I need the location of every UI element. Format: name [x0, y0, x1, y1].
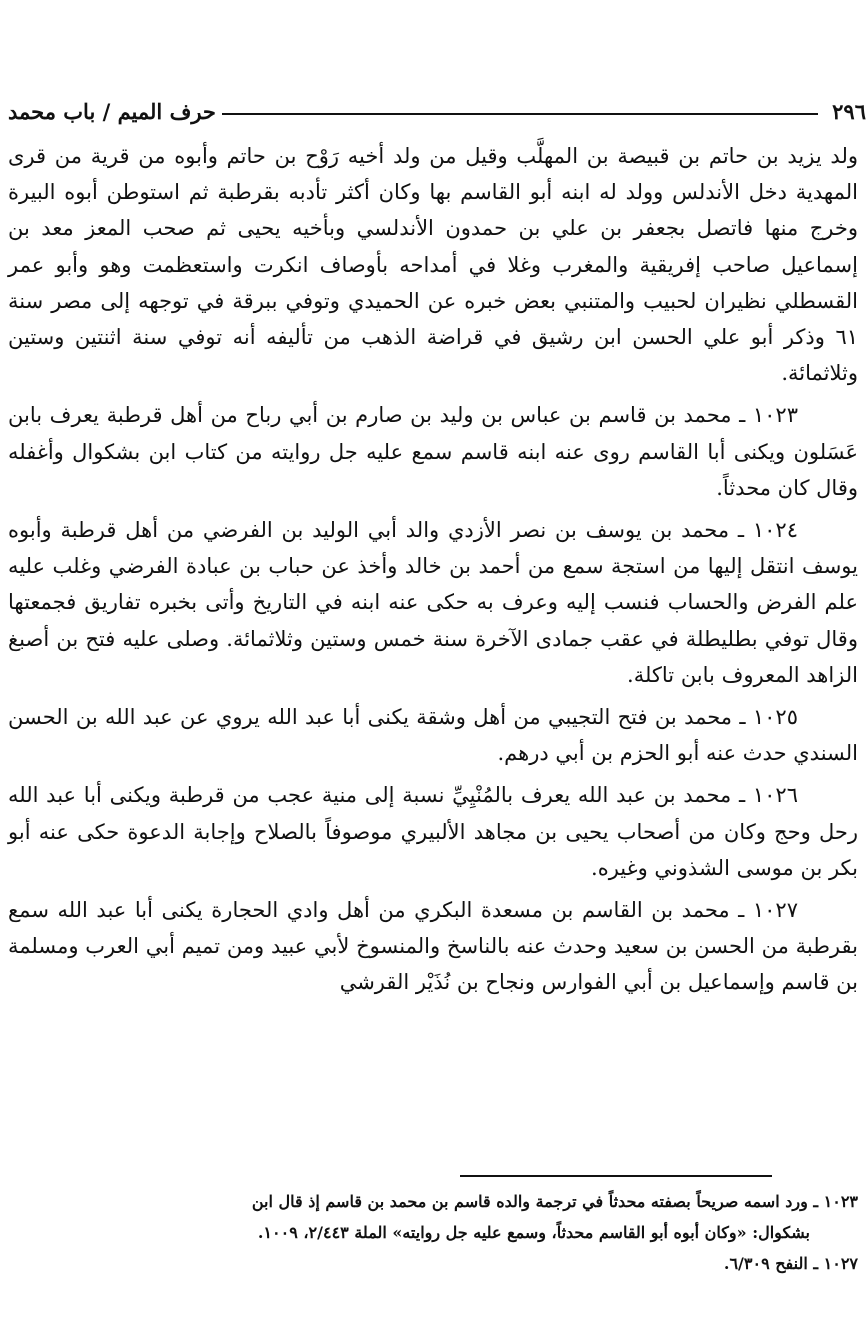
footnote-1023-line2: بشكوال: «وكان أبوه أبو القاسم محدثاً، وسمع عليه جل روايته» الملة ٢/٤٤٣، ١٠٠٩. [257, 1223, 810, 1242]
entry-1027: ١٠٢٧ ـ محمد بن القاسم بن مسعدة البكري من أهل وادي الحجارة يكنى أبا عبد الله سمع بقرطبة من الحسن بن سعيد وحدث عنه بالناسخ والمنسوخ لأبي عبيد ومن تميم أبي العرب ومسلمة بن قاسم وإسماعيل بن أبي الفوارس ونجاح بن نُذَيْر القرشي [8, 898, 858, 995]
header-rule [222, 113, 818, 115]
footnote-1027: ١٠٢٧ ـ النفح ٦/٣٠٩. [723, 1254, 858, 1273]
entry-1023: ١٠٢٣ ـ محمد بن قاسم بن عباس بن وليد بن صارم بن أبي رباح من أهل قرطبة يعرف بابن عَسَلون ويكنى أبا القاسم روى عنه ابنه قاسم سمع عليه جل روايته من كتاب ابن بشكوال وأغفله وقال كان محدثاً. [8, 403, 858, 500]
page-number: ٢٩٦ [832, 99, 866, 124]
entry-1024: ١٠٢٤ ـ محمد بن يوسف بن نصر الأزدي والد أبي الوليد بن الفرضي من أهل قرطبة وأبوه يوسف انتقل إليها من استجة سمع من أحمد بن خالد وأخذ عن حباب بن عبادة الفرضي وغلب عليه علم الفرض والحساب فنسب إليه وعرف به حكى عنه ابنه في التاريخ وأتى بخبره تفاريق فجمعتها وقال توفي بطليطلة في عقب جمادى الآخرة سنة خمس وستين وثلاثمائة. وصلى عليه فتح بن أصبغ الزاهد المعروف بابن تاكلة. [8, 518, 858, 687]
footnotes [12, 1186, 858, 1279]
entry-1025: ١٠٢٥ ـ محمد بن فتح التجيبي من أهل وشقة يكنى أبا عبد الله يروي عن عبد الله بن الحسن السندي حدث عنه أبو الحزم بن أبي درهم. [8, 705, 858, 766]
paragraph-continuation: ولد يزيد بن حاتم بن قبيصة بن المهلَّب وقيل من ولد أخيه رَوْح بن حاتم وأبوه من قرية من قرى المهدية دخل الأندلس وولد له ابنه أبو القاسم بها وكان أكثر تأدبه بقرطبة ثم استوطن أبوه البيرة وخرج منها فاتصل بجعفر بن علي بن حمدون الأندلسي وبأخيه يحيى ثم صحب المعز معد بن إسماعيل صاحب إفريقية والمغرب وغلا في أمداحه بأوصاف انكرت واستعظمت وهو وأبو عمر القسطلي نظيران لحبيب والمتنبي بعض خبره عن الحميدي وتوفي ببرقة في توجهه إلى مصر سنة ٦١ وذكر أبو علي الحسن ابن رشيق في قراضة الذهب من تأليفه أنه توفي سنة اثنتين وستين وثلاثمائة. [8, 144, 858, 386]
main-text [8, 138, 858, 1007]
page-header [8, 90, 866, 124]
running-title: حرف الميم / باب محمد [8, 99, 216, 124]
footnote-1023-line1: ١٠٢٣ ـ ورد اسمه صريحاً بصفته محدثاً في ترجمة والده قاسم بن محمد بن قاسم إذ قال ابن [251, 1192, 858, 1211]
footnote-divider [460, 1175, 772, 1177]
entry-1026: ١٠٢٦ ـ محمد بن عبد الله يعرف بالمُنْيِيِّ نسبة إلى منية عجب من قرطبة ويكنى أبا عبد الله رحل وحج وكان من أصحاب يحيى بن مجاهد الألبيري موصوفاً بالصلاح وإجابة الدعوة حكى عنه أبو بكر بن موسى الشذوني وغيره. [8, 783, 858, 880]
